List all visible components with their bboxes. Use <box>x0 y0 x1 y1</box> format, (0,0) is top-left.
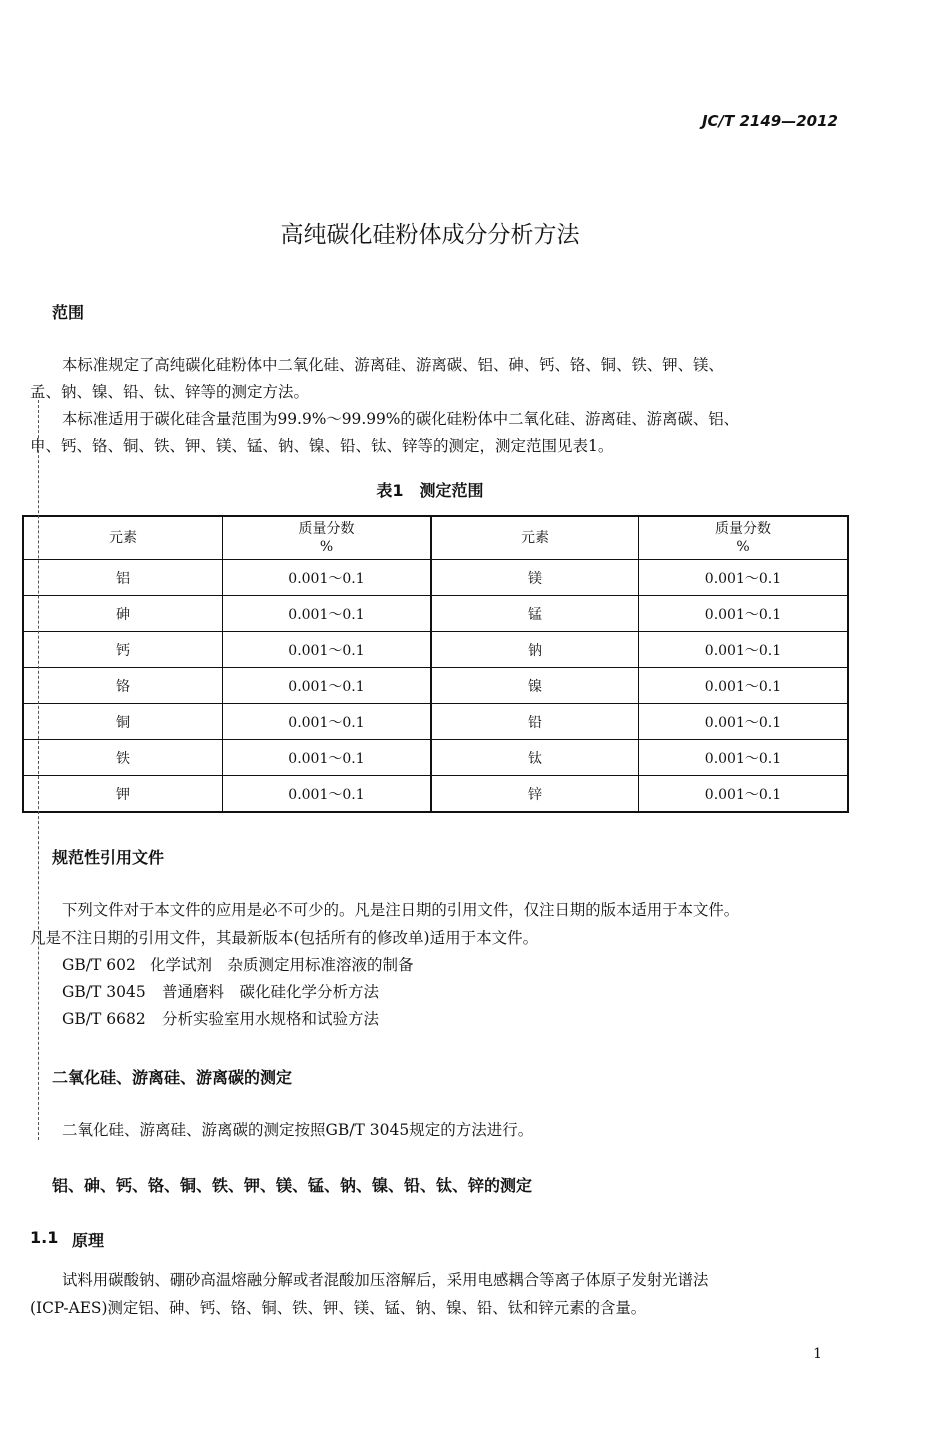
header-element-right: 元素 <box>431 516 638 560</box>
cell-range: 0.001～0.1 <box>638 596 848 632</box>
cell-range: 0.001～0.1 <box>638 776 848 813</box>
scope-para1-line2: 孟、钠、镍、铅、钛、锌等的测定方法。 <box>30 383 310 401</box>
cell-range: 0.001～0.1 <box>638 704 848 740</box>
cell-element: 钾 <box>23 776 222 813</box>
principle-para-line2: (ICP-AES)测定铝、砷、钙、铬、铜、铁、钾、镁、锰、钠、镍、铅、钛和锌元素的含量。 <box>30 1299 647 1317</box>
table-row <box>23 740 848 776</box>
section-heading-scope: 范围 <box>52 303 85 322</box>
header-element-left: 元素 <box>23 516 222 560</box>
cell-range: 0.001～0.1 <box>638 632 848 668</box>
cell-element: 铅 <box>431 704 638 740</box>
page-number: 1 <box>813 1346 822 1362</box>
references-para-line1: 下列文件对于本文件的应用是必不可少的。凡是注日期的引用文件，仅注日期的版本适用于本文件。 <box>62 901 740 919</box>
cell-range: 0.001～0.1 <box>222 596 431 632</box>
table-header-row <box>23 516 848 560</box>
cell-element: 砷 <box>23 596 222 632</box>
header-mass-fraction-right <box>638 516 848 560</box>
scope-para2-line1: 本标准适用于碳化硅含量范围为99.9%～99.99%的碳化硅粉体中二氧化硅、游离硅、游离碳、铝、 <box>62 410 740 428</box>
cell-element: 镁 <box>431 560 638 596</box>
table-row <box>23 632 848 668</box>
cell-range: 0.001～0.1 <box>638 740 848 776</box>
cell-range: 0.001～0.1 <box>638 668 848 704</box>
standard-code: JC/T 2149—2012 <box>701 112 838 130</box>
table-row <box>23 596 848 632</box>
measurement-range-table <box>22 515 849 813</box>
section-heading-sio2: 二氧化硅、游离硅、游离碳的测定 <box>52 1068 293 1087</box>
table-row <box>23 776 848 813</box>
reference-title: 普通磨料 碳化硅化学分析方法 <box>162 983 380 1001</box>
reference-title: 分析实验室用水规格和试验方法 <box>162 1010 380 1028</box>
cell-range: 0.001～0.1 <box>222 632 431 668</box>
table-caption: 表1 测定范围 <box>376 481 484 500</box>
margin-dashed-line <box>38 400 39 1140</box>
section-heading-elements: 铝、砷、钙、铬、铜、铁、钾、镁、锰、钠、镍、铅、钛、锌的测定 <box>52 1176 533 1195</box>
scope-para1-line1: 本标准规定了高纯碳化硅粉体中二氧化硅、游离硅、游离碳、铝、砷、钙、铬、铜、铁、钾、镁、 <box>62 356 724 374</box>
cell-element: 铝 <box>23 560 222 596</box>
scope-para2-line2: 申、钙、铬、铜、铁、钾、镁、锰、钠、镍、铅、钛、锌等的测定，测定范围见表1。 <box>30 437 614 455</box>
header-mass-fraction-left <box>222 516 431 560</box>
references-para-line2: 凡是不注日期的引用文件，其最新版本(包括所有的修改单)适用于本文件。 <box>30 929 539 947</box>
cell-range: 0.001～0.1 <box>638 560 848 596</box>
sio2-para: 二氧化硅、游离硅、游离碳的测定按照GB/T 3045规定的方法进行。 <box>62 1121 534 1139</box>
cell-range: 0.001～0.1 <box>222 740 431 776</box>
reference-item <box>62 951 414 979</box>
header-unit: % <box>736 539 750 555</box>
subsection-heading-principle: 原理 <box>72 1231 105 1250</box>
cell-element: 钠 <box>431 632 638 668</box>
header-mass-fraction-label: 质量分数 <box>298 521 355 537</box>
reference-code: GB/T 6682 <box>62 1010 146 1028</box>
table-row <box>23 560 848 596</box>
cell-element: 铬 <box>23 668 222 704</box>
cell-element: 镍 <box>431 668 638 704</box>
table-row <box>23 704 848 740</box>
cell-element: 钙 <box>23 632 222 668</box>
reference-item <box>62 1005 379 1033</box>
principle-para-line1: 试料用碳酸钠、硼砂高温熔融分解或者混酸加压溶解后，采用电感耦合等离子体原子发射光谱法 <box>62 1271 709 1289</box>
table-row <box>23 668 848 704</box>
cell-range: 0.001～0.1 <box>222 668 431 704</box>
cell-element: 锌 <box>431 776 638 813</box>
cell-element: 铁 <box>23 740 222 776</box>
reference-item <box>62 978 379 1006</box>
cell-range: 0.001～0.1 <box>222 776 431 813</box>
header-unit: % <box>319 539 334 555</box>
document-title: 高纯碳化硅粉体成分分析方法 <box>280 222 580 248</box>
reference-title: 化学试剂 杂质测定用标准溶液的制备 <box>150 956 414 974</box>
subsection-number: 1.1 <box>30 1228 59 1247</box>
cell-range: 0.001～0.1 <box>222 704 431 740</box>
cell-element: 钛 <box>431 740 638 776</box>
reference-code: GB/T 3045 <box>62 983 146 1001</box>
header-mass-fraction-label: 质量分数 <box>714 521 771 537</box>
cell-element: 锰 <box>431 596 638 632</box>
section-heading-references: 规范性引用文件 <box>52 848 165 867</box>
cell-element: 铜 <box>23 704 222 740</box>
reference-code: GB/T 602 <box>62 956 136 974</box>
cell-range: 0.001～0.1 <box>222 560 431 596</box>
